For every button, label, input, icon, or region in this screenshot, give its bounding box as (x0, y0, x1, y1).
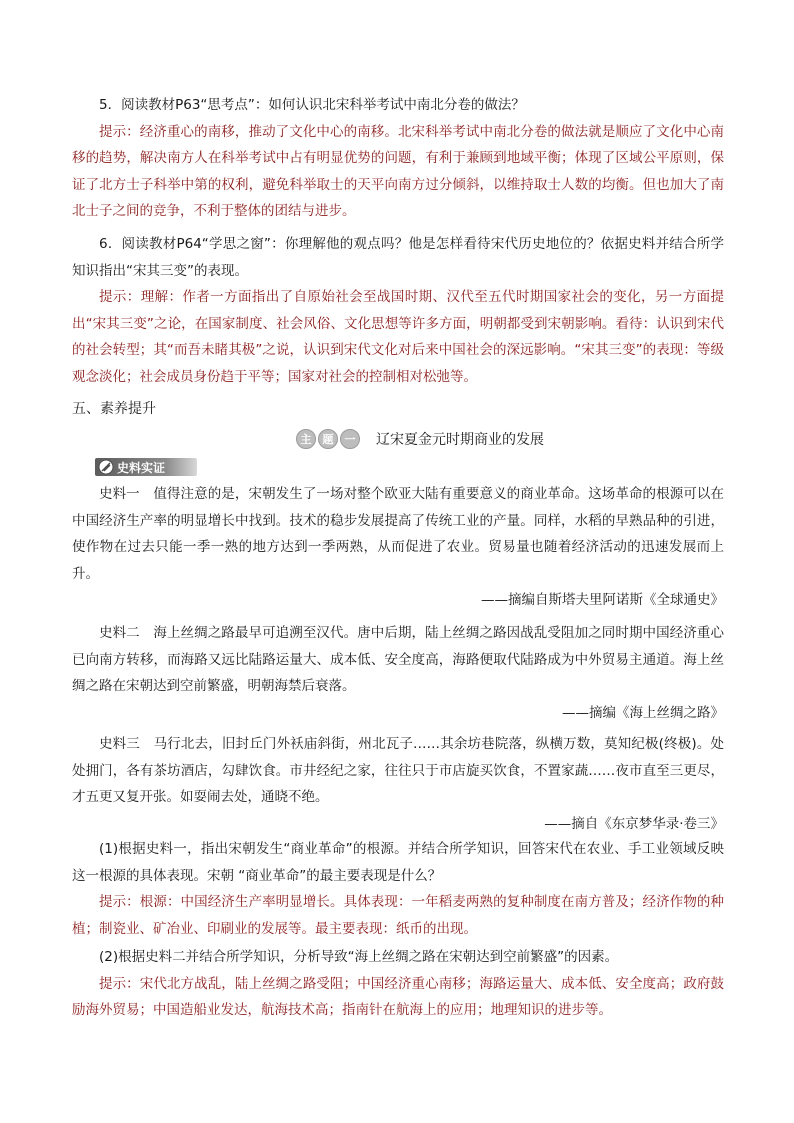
sub-question-1-text: (1)根据史料一，指出宋朝发生“商业革命”的根源。并结合所学知识，回答宋代在农业、手工业领域反映这一根源的具体表现。宋朝 “商业革命”的最主要表现是什么？ (72, 841, 724, 884)
source-1-block (72, 481, 724, 614)
question-5-block (72, 92, 724, 225)
section-title: 五、素养提升 (72, 401, 156, 417)
sub-question-1-block (72, 836, 724, 942)
question-5-text: 5．阅读教材P63“思考点”：如何认识北宋科举考试中南北分卷的做法？ (99, 97, 525, 113)
source-3-block (72, 731, 724, 837)
question-5-hint: 提示：经济重心的南移，推动了文化中心的南移。北宋科举考试中南北分卷的做法就是顺应了文化中心南移的趋势，解决南方人在科举考试中占有明显优势的问题，有利于兼顾到地域平衡；体现了区域公平原则，保证了北方士子科举中第的权利，避免科举取士的天平向南方过分倾斜，以维持取士人数的均衡。但也加大了南北士子之间的竞争，不利于整体的团结与进步。 (72, 123, 724, 219)
sub-question-2-hint: 提示：宋代北方战乱，陆上丝绸之路受阻；中国经济重心南移；海路运量大、成本低、安全度高；政府鼓励海外贸易；中国造船业发达，航海技术高；指南针在航海上的应用；地理知识的进步等。 (72, 975, 724, 1018)
source-2-text: 史料二 海上丝绸之路最早可追溯至汉代。唐中后期，陆上丝绸之路因战乱受阻加之同时期中国经济重心已向南方转移，而海路又远比陆路运量大、成本低、安全度高，海路便取代陆路成为中外贸易主通道。海上丝绸之路在宋朝达到空前繁盛，明朝海禁后衰落。 (72, 625, 724, 694)
source-3-citation: ——摘自《东京梦华录·卷三》 (544, 815, 724, 832)
source-1-citation: ——摘编自斯塔夫里阿诺斯《全球通史》 (481, 592, 724, 608)
banner-label: 史料实证 (117, 460, 166, 475)
theme-badge-char: 题 (318, 429, 338, 449)
theme-badge (296, 429, 362, 449)
question-6-hint: 提示：理解：作者一方面指出了自原始社会至战国时期、汉代至五代时期国家社会的变化，另一方面提出“宋其三变”之论，在国家制度、社会风俗、文化思想等许多方面，明朝都受到宋朝影响。看待：认识到宋代的社会转型；其“而吾未睹其极”之说，认识到宋代文化对后来中国社会的深远影响。“宋其三变”的表现：等级观念淡化；社会成员身份趋于平等；国家对社会的控制相对松弛等。 (72, 289, 724, 385)
theme-badge-char: 一 (340, 429, 360, 449)
sub-question-1-hint: 提示：根源：中国经济生产率明显增长。具体表现：一年稻麦两熟的复种制度在南方普及；经济作物的种植；制瓷业、矿冶业、印刷业的发展等。最主要表现：纸币的出现。 (72, 894, 724, 937)
source-3-text: 史料三 马行北去，旧封丘门外袄庙斜街，州北瓦子……其余坊巷院落，纵横万数，莫知纪极(终极)。处处拥门，各有茶坊酒店，勾肆饮食。市井经纪之家，往往只于市店旋买饮食，不置家蔬……夜市直至三更尽，才五更又复开张。如耍闹去处，通晓不绝。 (72, 736, 724, 805)
question-6-text: 6．阅读教材P64“学思之窗”：你理解他的观点吗？他是怎样看待宋代历史地位的？依据史料并结合所学知识指出“宋其三变”的表现。 (72, 236, 724, 279)
question-6-block (72, 231, 724, 390)
source-evidence-banner (95, 458, 197, 476)
source-2-block (72, 620, 724, 726)
source-2-citation: ——摘编《海上丝绸之路》 (562, 704, 724, 721)
theme-badge-char: 主 (296, 429, 316, 449)
sub-question-2-text: (2)根据史料二并结合所学知识，分析导致“海上丝绸之路在宋朝达到空前繁盛”的因素。 (99, 949, 619, 965)
quill-icon (98, 459, 114, 475)
theme-title: 辽宋夏金元时期商业的发展 (376, 432, 544, 448)
source-1-text: 史料一 值得注意的是，宋朝发生了一场对整个欧亚大陆有重要意义的商业革命。这场革命的根源可以在中国经济生产率的明显增长中找到。技术的稳步发展提高了传统工业的产量。同样，水稻的早熟品种的引进，使作物在过去只能一季一熟的地方达到一季两熟，从而促进了农业。贸易量也随着经济活动的迅速发展而上升。 (72, 486, 724, 582)
sub-question-2-block (72, 944, 724, 1024)
theme-heading (296, 426, 544, 452)
